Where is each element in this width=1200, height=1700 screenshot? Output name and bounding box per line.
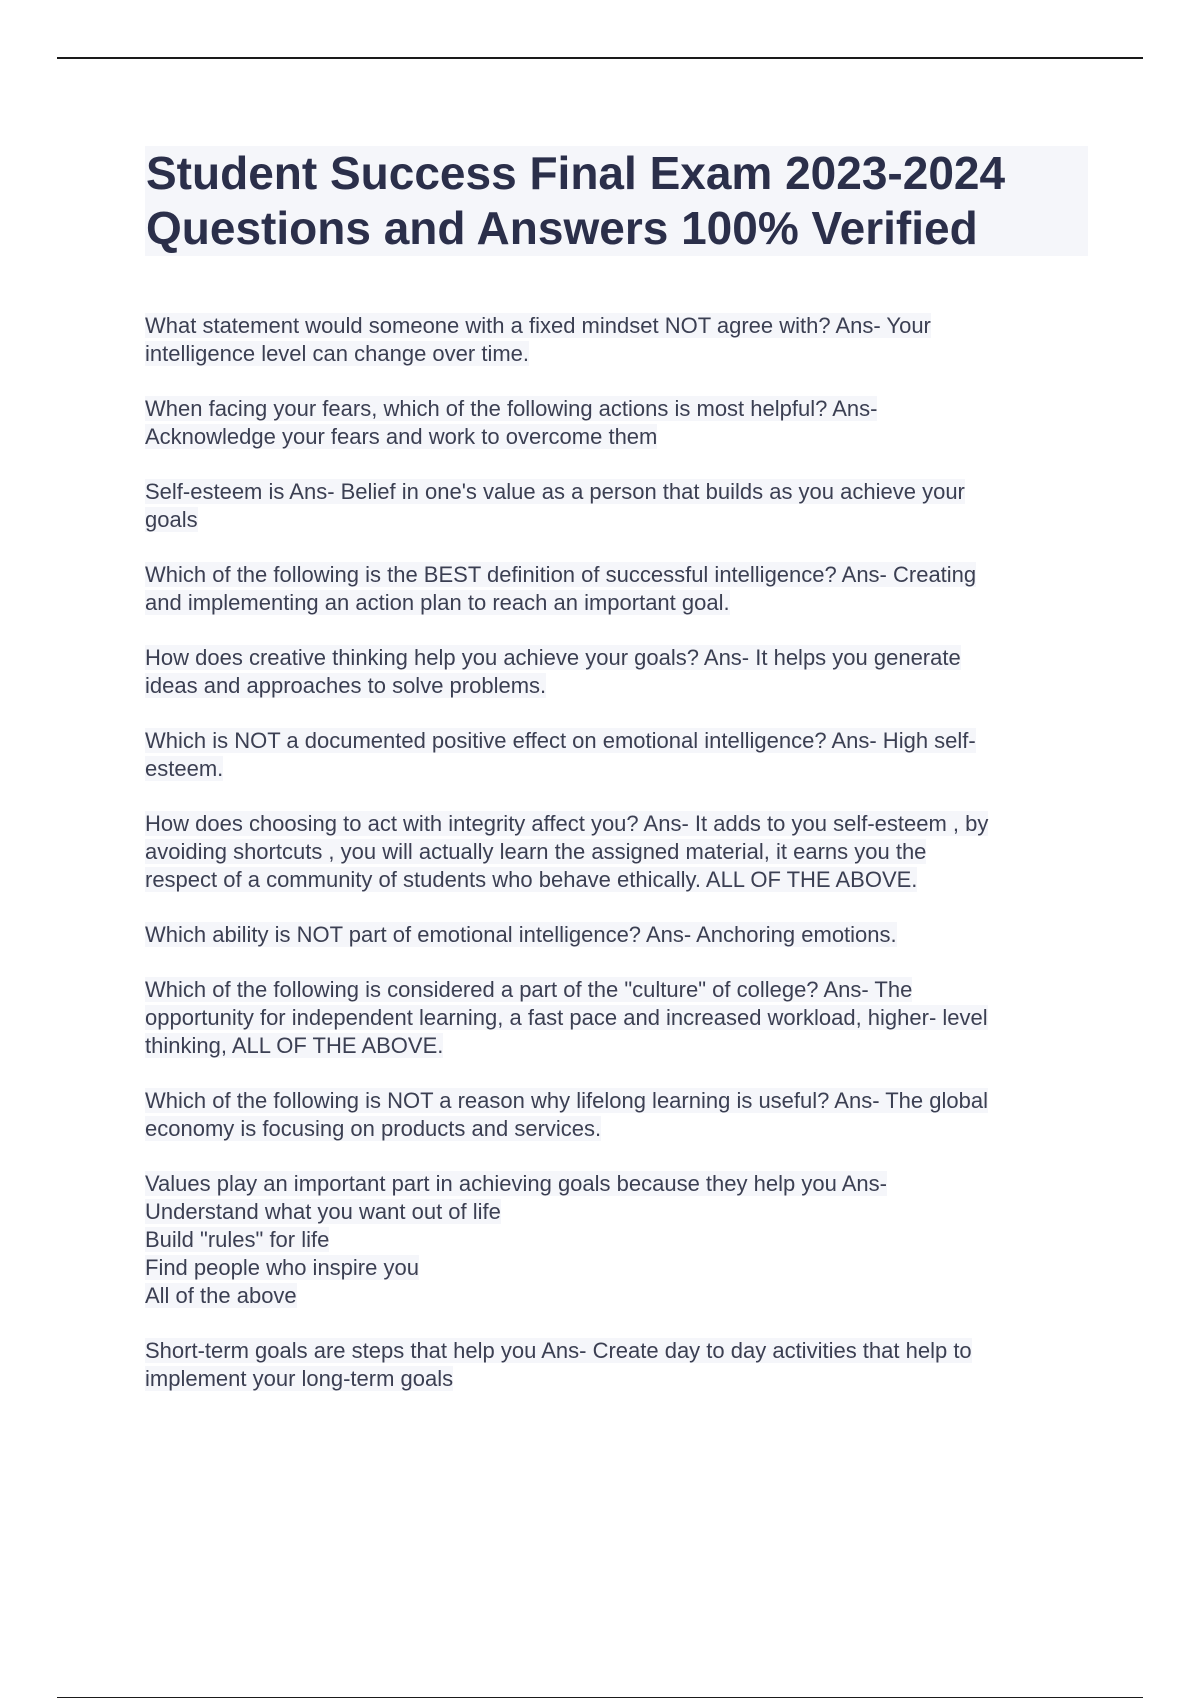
qa-line-text: Find people who inspire you (145, 1255, 419, 1280)
qa-line-text: Values play an important part in achieving goals because they help you Ans- (145, 1171, 887, 1196)
qa-line (145, 976, 1095, 1004)
qa-line-text: How does choosing to act with integrity affect you? Ans- It adds to you self-esteem , by (145, 811, 989, 836)
qa-line-text: intelligence level can change over time. (145, 341, 530, 366)
qa-item (145, 1170, 1095, 1310)
qa-list (145, 312, 1095, 1420)
qa-line (145, 644, 1095, 672)
title-line-1: Student Success Final Exam 2023-2024 (146, 147, 1006, 199)
qa-line (145, 755, 1095, 783)
qa-line (145, 1254, 1095, 1282)
bottom-rule (57, 1697, 1143, 1698)
qa-item (145, 727, 1095, 783)
qa-item (145, 561, 1095, 617)
qa-line (145, 1198, 1095, 1226)
qa-line (145, 312, 1095, 340)
qa-line-text: Which of the following is considered a part of the "culture" of college? Ans- The (145, 977, 913, 1002)
qa-item (145, 1337, 1095, 1393)
qa-line-text: avoiding shortcuts , you will actually learn the assigned material, it earns you the (145, 839, 927, 864)
qa-item (145, 395, 1095, 451)
qa-line (145, 506, 1095, 534)
qa-line-text: Which of the following is NOT a reason why lifelong learning is useful? Ans- The global (145, 1088, 988, 1113)
qa-line (145, 727, 1095, 755)
qa-line-text: Which of the following is the BEST definition of successful intelligence? Ans- Creating (145, 562, 977, 587)
qa-line-text: and implementing an action plan to reach an important goal. (145, 590, 730, 615)
qa-line-text: When facing your fears, which of the following actions is most helpful? Ans- (145, 396, 878, 421)
qa-line-text: Build "rules" for life (145, 1227, 330, 1252)
qa-line (145, 1115, 1095, 1143)
qa-line-text: Understand what you want out of life (145, 1199, 501, 1224)
qa-line (145, 921, 1095, 949)
qa-line (145, 1004, 1095, 1032)
qa-line-text: All of the above (145, 1283, 297, 1308)
document-title (145, 146, 1088, 256)
qa-item (145, 1087, 1095, 1143)
qa-line-text: opportunity for independent learning, a fast pace and increased workload, higher- level (145, 1005, 988, 1030)
qa-item (145, 976, 1095, 1060)
qa-line-text: goals (145, 507, 198, 532)
qa-line (145, 1365, 1095, 1393)
qa-line (145, 395, 1095, 423)
qa-line (145, 423, 1095, 451)
qa-line-text: Acknowledge your fears and work to overcome them (145, 424, 658, 449)
qa-line-text: economy is focusing on products and services. (145, 1116, 602, 1141)
qa-line (145, 1337, 1095, 1365)
qa-line (145, 672, 1095, 700)
qa-line-text: thinking, ALL OF THE ABOVE. (145, 1033, 444, 1058)
qa-line (145, 561, 1095, 589)
qa-line-text: Self-esteem is Ans- Belief in one's value as a person that builds as you achieve your (145, 479, 965, 504)
qa-line-text: ideas and approaches to solve problems. (145, 673, 547, 698)
title-line-2: Questions and Answers 100% Verified (146, 202, 978, 254)
qa-line (145, 838, 1095, 866)
qa-line (145, 1032, 1095, 1060)
qa-line-text: Which ability is NOT part of emotional intelligence? Ans- Anchoring emotions. (145, 922, 897, 947)
qa-line (145, 810, 1095, 838)
qa-line-text: respect of a community of students who behave ethically. ALL OF THE ABOVE. (145, 867, 918, 892)
qa-line (145, 1282, 1095, 1310)
qa-item (145, 921, 1095, 949)
qa-item (145, 644, 1095, 700)
qa-item (145, 478, 1095, 534)
qa-line-text: Which is NOT a documented positive effect on emotional intelligence? Ans- High self- (145, 728, 976, 753)
qa-line (145, 1226, 1095, 1254)
qa-line (145, 478, 1095, 506)
qa-line-text: How does creative thinking help you achieve your goals? Ans- It helps you generate (145, 645, 961, 670)
qa-line (145, 866, 1095, 894)
qa-line-text: implement your long-term goals (145, 1366, 454, 1391)
qa-line (145, 1170, 1095, 1198)
qa-item (145, 810, 1095, 894)
qa-item (145, 312, 1095, 368)
qa-line-text: Short-term goals are steps that help you Ans- Create day to day activities that help to (145, 1338, 972, 1363)
qa-line-text: esteem. (145, 756, 224, 781)
qa-line (145, 1087, 1095, 1115)
qa-line (145, 340, 1095, 368)
qa-line (145, 589, 1095, 617)
qa-line-text: What statement would someone with a fixed mindset NOT agree with? Ans- Your (145, 313, 931, 338)
top-rule (57, 57, 1143, 59)
